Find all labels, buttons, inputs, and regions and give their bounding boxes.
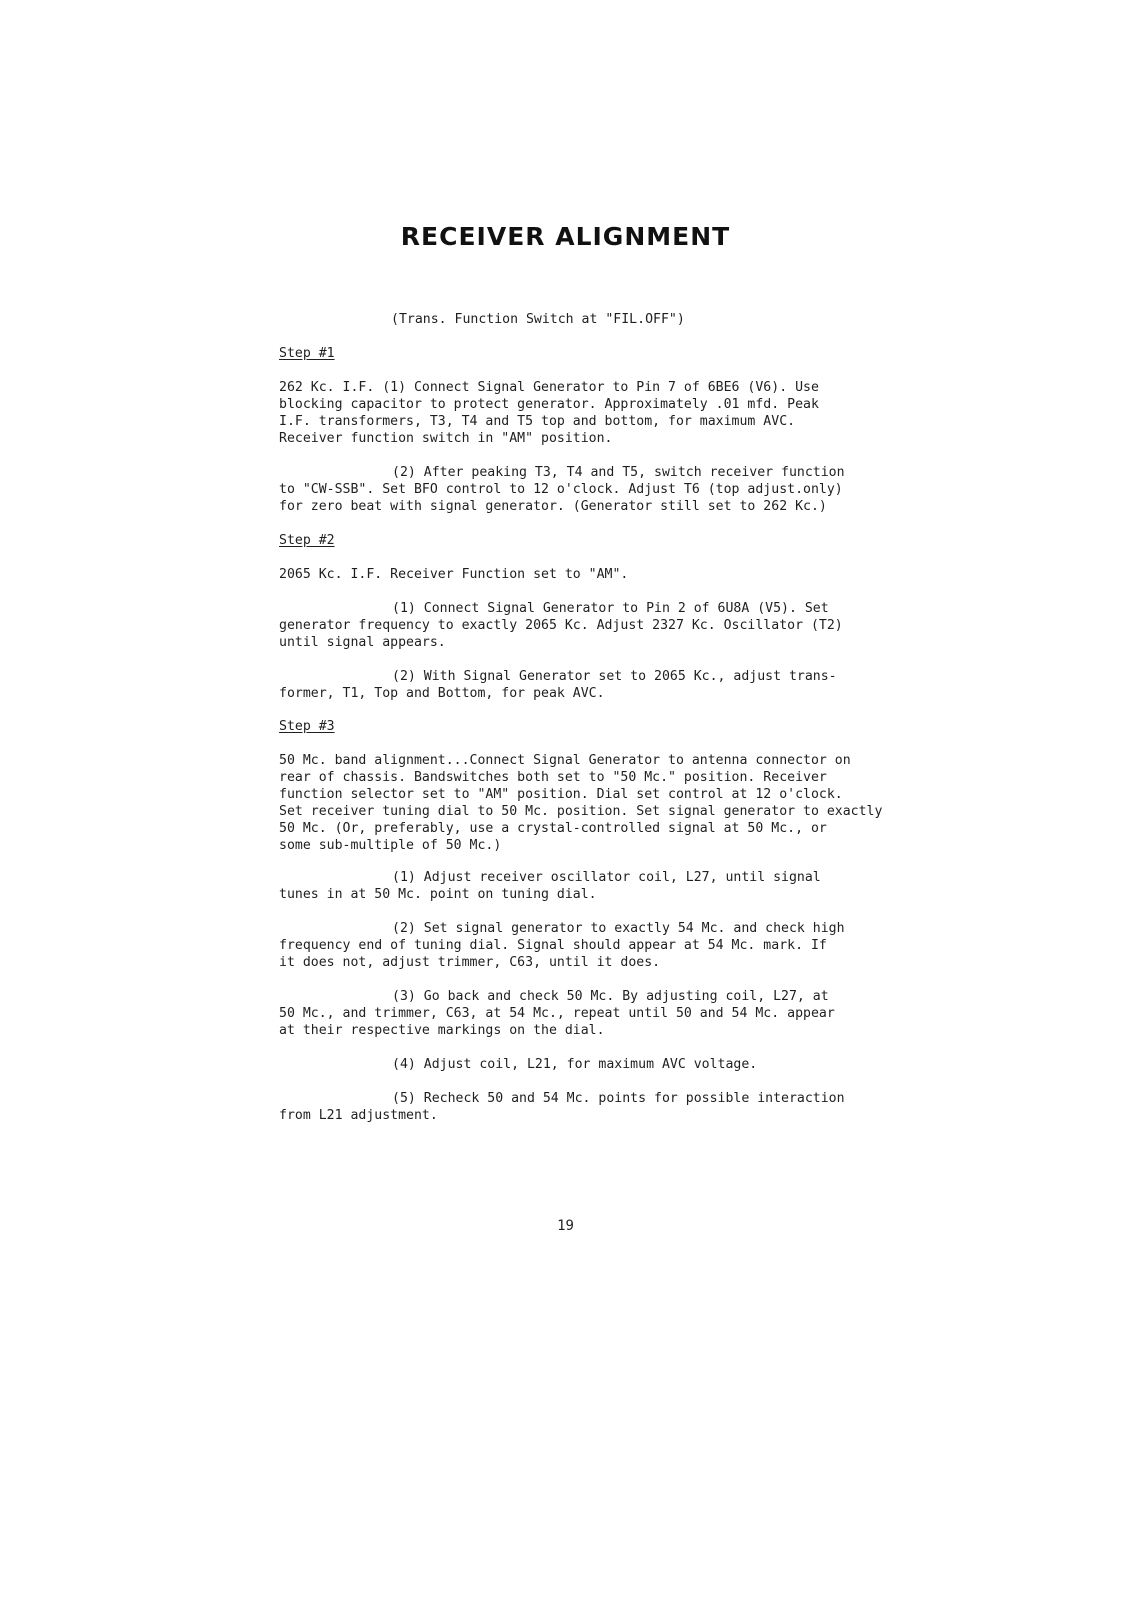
step-3-item-5 [279,1090,979,1124]
step-3-item-2 [279,920,979,971]
step-1-heading: Step #1 [279,346,335,361]
step-2-item-2 [279,668,979,702]
step-1-item-2 [279,464,979,515]
step-2-heading: Step #2 [279,533,335,548]
step-1-intro: 262 Kc. I.F. (1) Connect Signal Generator to Pin 7 of 6BE6 (V6). Use blocking capacitor to protect generator. Approximately .01 mfd. Peak I.F. transformers, T3, T4 and T5 top and bottom, for maximum AVC. Receiver function switch in "AM" position. [279,380,819,446]
step-3-item-1-text: (1) Adjust receiver oscillator coil, L27, until signal tunes in at 50 Mc. point on tuning dial. [279,870,821,902]
step-2-item-1 [279,600,979,651]
subtitle: (Trans. Function Switch at "FIL.OFF") [391,312,685,327]
step-3-item-1 [279,869,979,903]
step-2-item-1-text: (1) Connect Signal Generator to Pin 2 of 6U8A (V5). Set generator frequency to exactly 2065 Kc. Adjust 2327 Kc. Oscillator (T2) until signal appears. [279,601,843,650]
step-3-item-5-text: (5) Recheck 50 and 54 Mc. points for possible interaction from L21 adjustment. [279,1091,845,1123]
step-3-heading: Step #3 [279,719,335,734]
step-3-intro: 50 Mc. band alignment...Connect Signal Generator to antenna connector on rear of chassis. Bandswitches both set to "50 Mc." position. Receiver function selector set to "AM" position. Dial set control at 12 o'clock. Set receiver tuning dial to 50 Mc. position. Set signal generator to exactly 50 Mc. (Or, preferably, use a crystal-controlled signal at 50 Mc., or some sub-multiple of 50 Mc.) [279,753,883,853]
page-number: 19 [557,1218,574,1234]
step-3-item-2-text: (2) Set signal generator to exactly 54 Mc. and check high frequency end of tuning dial. Signal should appear at 54 Mc. mark. If it does not, adjust trimmer, C63, until it does. [279,921,845,970]
step-3-item-3-text: (3) Go back and check 50 Mc. By adjusting coil, L27, at 50 Mc., and trimmer, C63, at 54 Mc., repeat until 50 and 54 Mc. appear at their respective markings on the dial. [279,989,835,1038]
step-3-item-3 [279,988,979,1039]
step-2-item-2-text: (2) With Signal Generator set to 2065 Kc., adjust trans- former, T1, Top and Bottom, for peak AVC. [279,669,837,701]
step-3-item-4-text: (4) Adjust coil, L21, for maximum AVC voltage. [392,1057,758,1072]
step-3-item-4 [279,1056,979,1073]
step-1-item-2-text: (2) After peaking T3, T4 and T5, switch receiver function to "CW-SSB". Set BFO control to 12 o'clock. Adjust T6 (top adjust.only) for zero beat with signal generator. (Generator still set to 262 Kc.) [279,465,845,514]
page-title: RECEIVER ALIGNMENT [400,222,731,251]
step-2-intro: 2065 Kc. I.F. Receiver Function set to "AM". [279,567,629,582]
